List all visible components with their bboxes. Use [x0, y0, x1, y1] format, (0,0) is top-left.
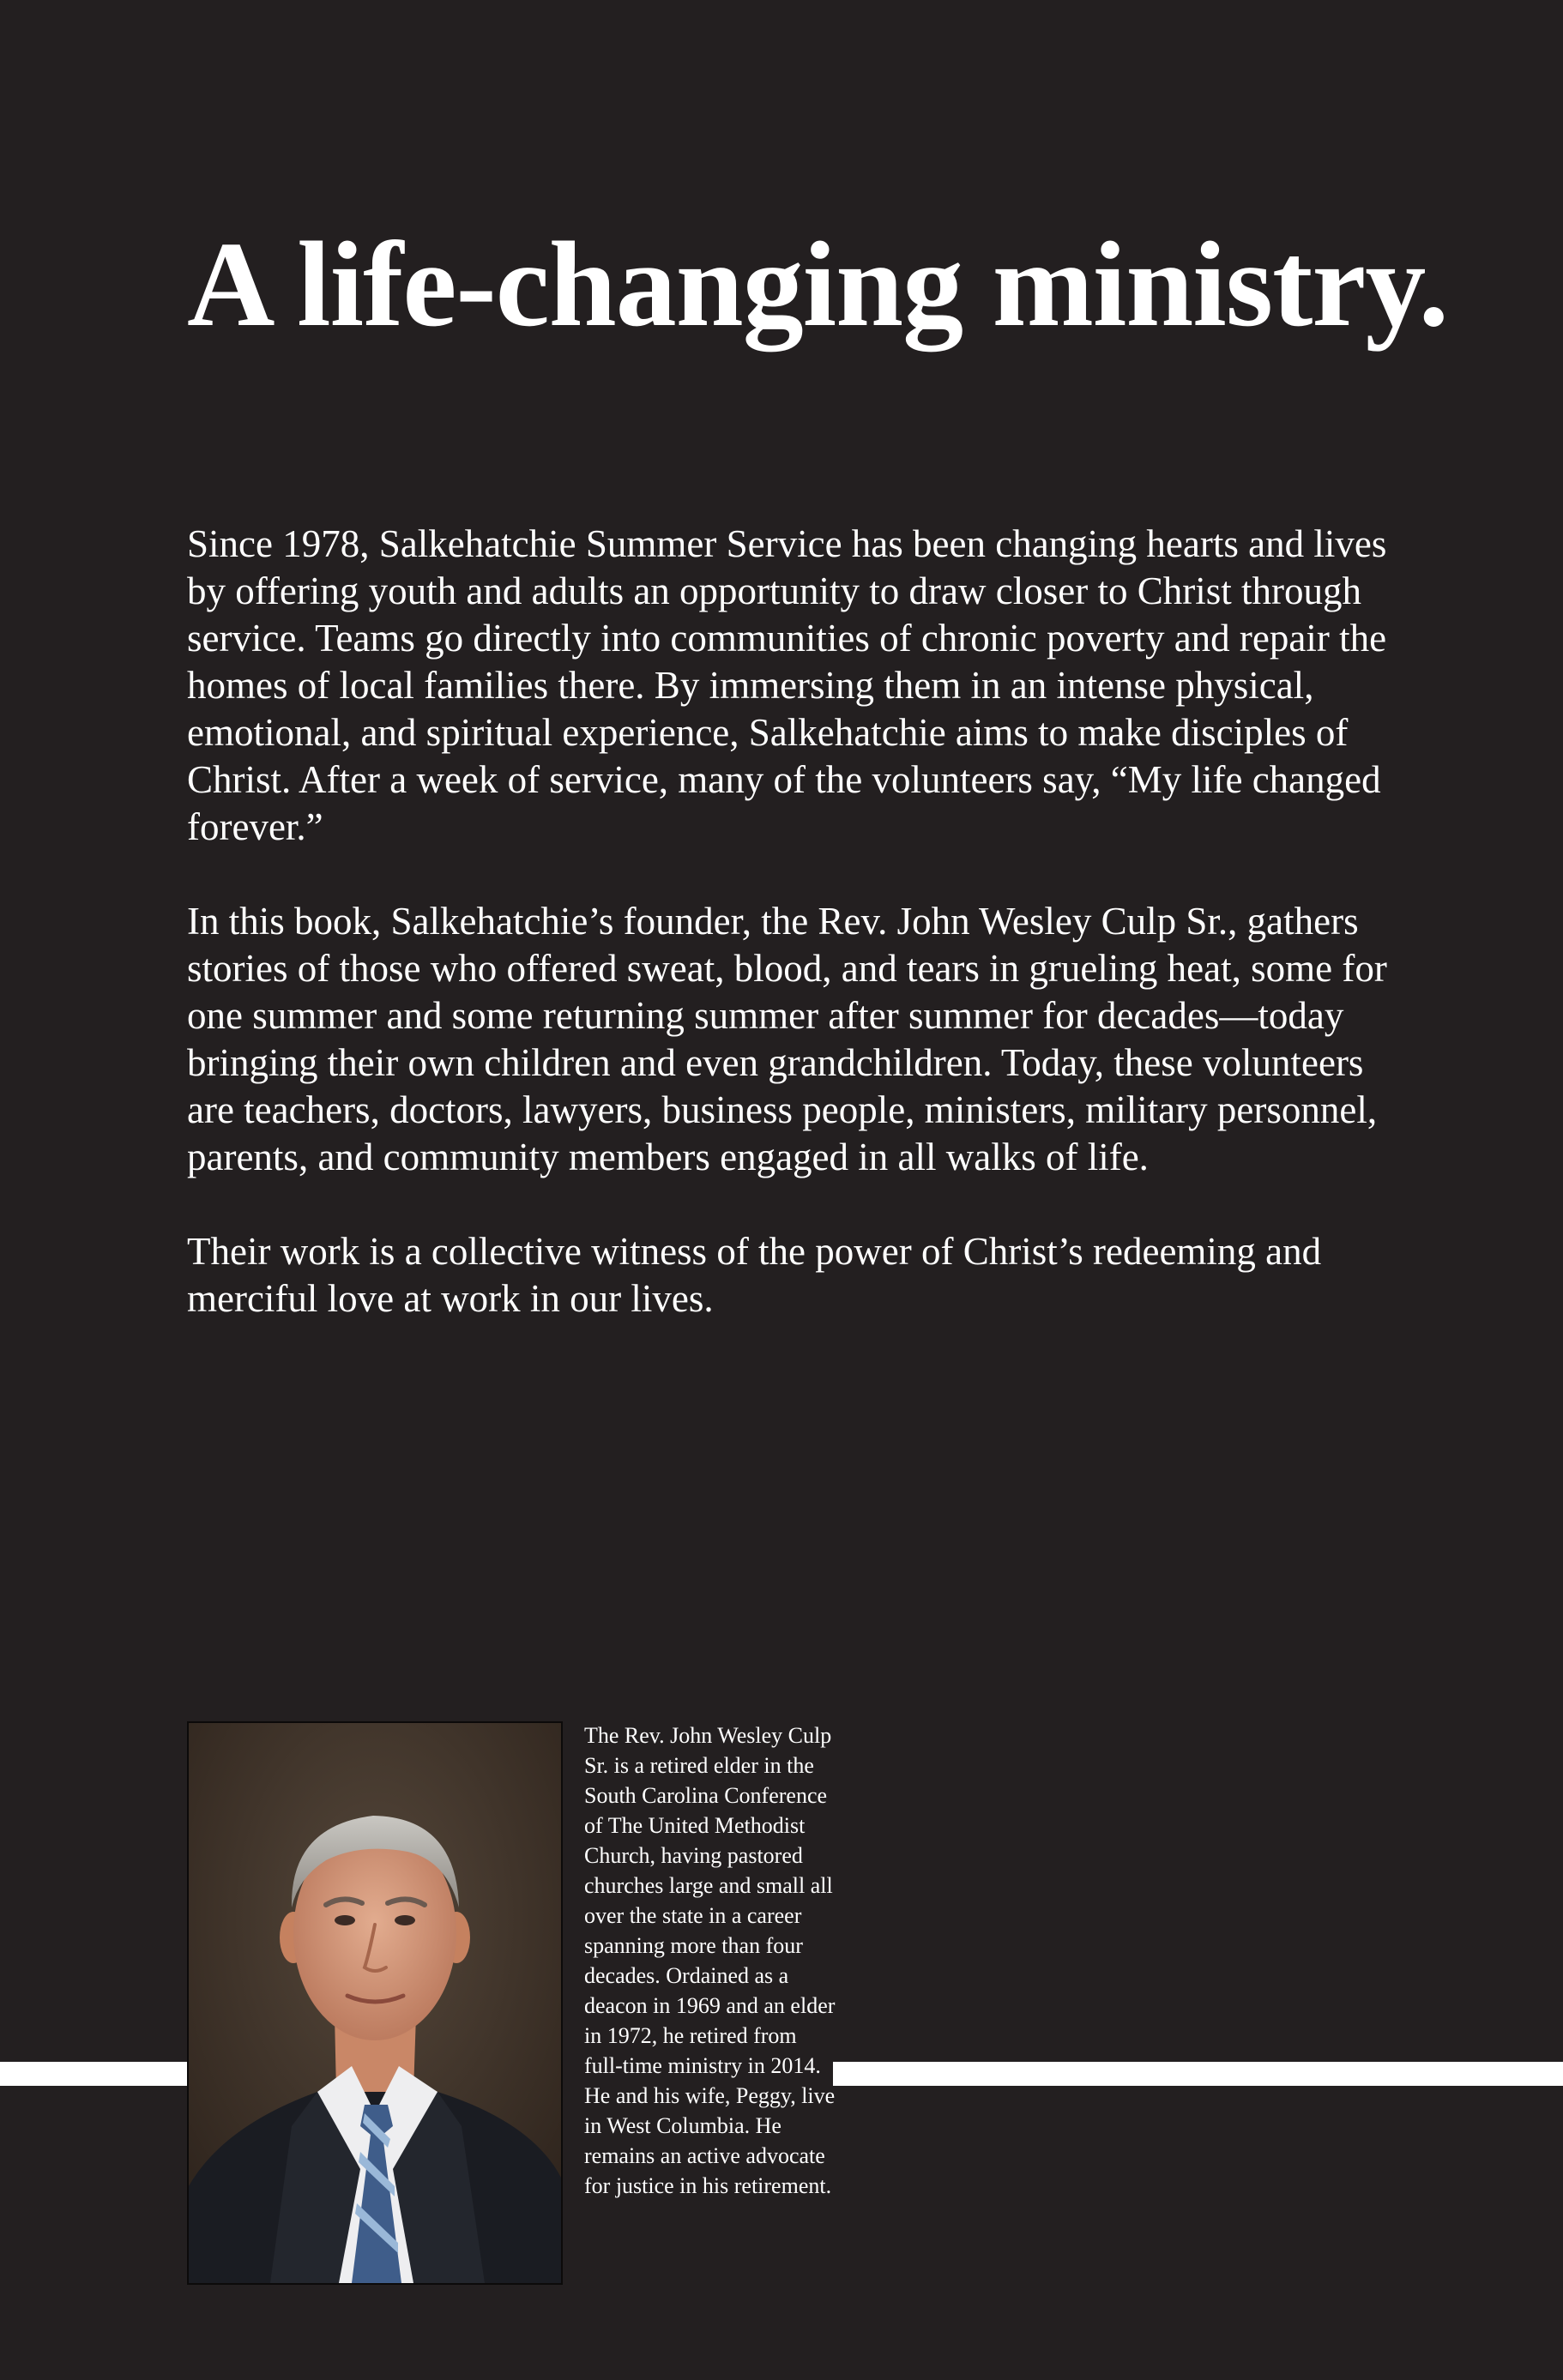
- description-paragraph-2: In this book, Salkehatchie’s founder, the Rev. John Wesley Culp Sr., gathers stories of those who offered sweat, blood, and tears in grueling heat, some for one summer and some returning summer after summer for decades—today bringing their own children and even grandchildren. Today, these volunteers are teachers, doctors, lawyers, business people, ministers, military personnel, parents, and community members engaged in all walks of life.: [187, 900, 1387, 1178]
- author-photo: [187, 1721, 563, 2285]
- description-paragraph-3: Their work is a collective witness of the power of Christ’s redeeming and merciful love at work in our lives.: [187, 1230, 1322, 1320]
- description-paragraph-1: Since 1978, Salkehatchie Summer Service has been changing hearts and lives by offering youth and adults an opportunity to draw closer to Christ through service. Teams go directly into communities of chronic poverty and repair the homes of local families there. By immersing them in an intense physical, emotional, and spiritual experience, Salkehatchie aims to make disciples of Christ. After a week of service, many of the volunteers say, “My life changed forever.”: [187, 522, 1387, 848]
- divider-rule-left: [0, 2062, 187, 2086]
- author-bio: The Rev. John Wesley Culp Sr. is a retired elder in the South Carolina Conference of The United Methodist Church, having pastored churches large and small all over the state in a career spanning more than four decades. Ordained as a deacon in 1969 and an elder in 1972, he retired from full-time ministry in 2014. He and his wife, Peggy, live in West Columbia. He remains an active advocate for justice in his retirement.: [584, 1723, 836, 2198]
- description: [187, 521, 1405, 1370]
- divider-rule-right: [833, 2062, 1563, 2086]
- headline: A life-changing ministry.: [187, 216, 1449, 352]
